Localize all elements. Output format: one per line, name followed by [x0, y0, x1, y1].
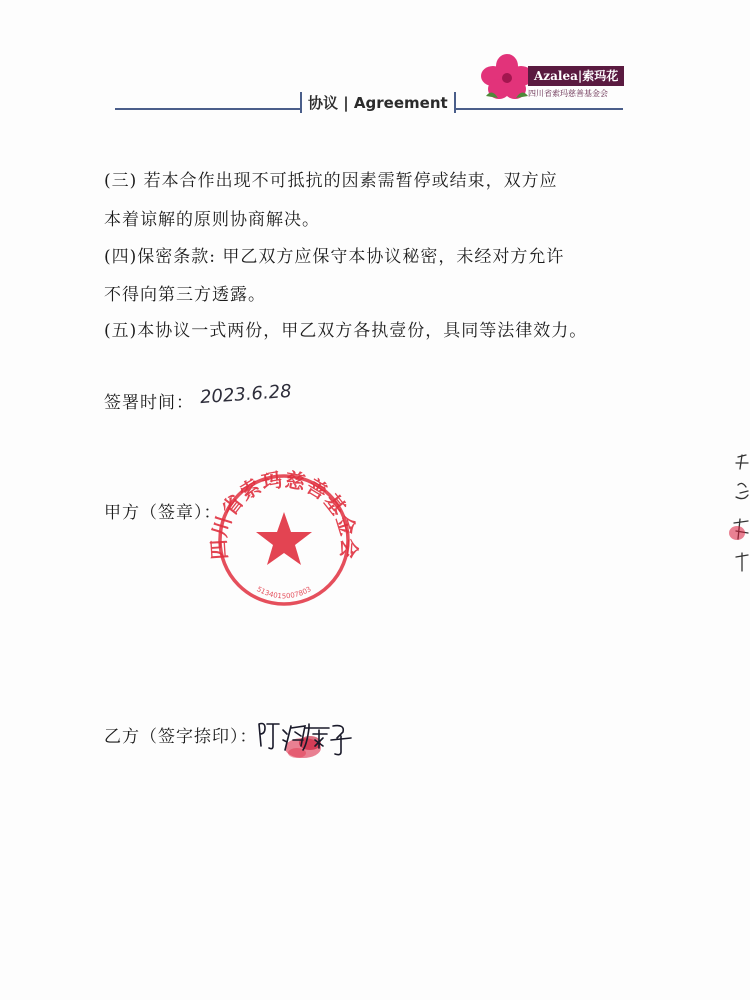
signing-time-value: 2023.6.28	[199, 380, 293, 409]
clause-3-line-1: (三) 若本合作出现不可抵抗的因素需暂停或结束，双方应	[104, 171, 558, 191]
logo-brand-text: Azalea|索玛花	[528, 66, 624, 86]
seal-code: 5134015007803	[255, 585, 313, 601]
official-seal	[206, 468, 362, 608]
page-edge-marks	[720, 445, 750, 575]
document-title: 协议 | Agreement	[300, 92, 456, 113]
party-b-label: 乙方（签字捺印）：	[104, 727, 258, 747]
svg-text:5134015007803	[255, 585, 312, 600]
seal-text: 四川省索玛慈善基金会	[206, 468, 362, 561]
foundation-logo	[478, 48, 628, 108]
signing-time-label: 签署时间：	[104, 393, 194, 413]
party-a-label: 甲方（签章）：	[104, 503, 222, 523]
clause-4-line-1: (四)保密条款: 甲乙双方应保守本协议秘密，未经对方允许	[104, 247, 565, 267]
handwritten-signature	[255, 712, 355, 772]
clause-3-line-2: 本着谅解的原则协商解决。	[104, 210, 320, 230]
clause-5: (五)本协议一式两份，甲乙双方各执壹份，具同等法律效力。	[104, 321, 588, 341]
seal-star-icon	[256, 512, 312, 565]
logo-subtitle: 四川省索玛慈善基金会	[528, 89, 608, 98]
clause-4-line-2: 不得向第三方透露。	[104, 285, 266, 305]
